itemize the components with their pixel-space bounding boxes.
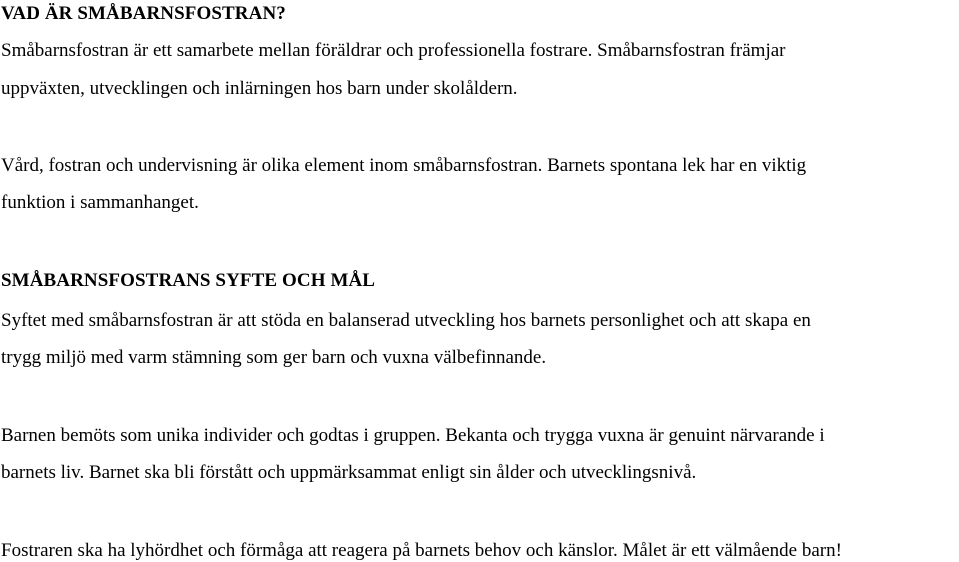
paragraph-line: Småbarnsfostran är ett samarbete mellan föräldrar och professionella fostrare. Småbarnsfostran främjar (1, 40, 786, 61)
paragraph-line: trygg miljö med varm stämning som ger barn och vuxna välbefinnande. (1, 347, 547, 368)
paragraph-line: Fostraren ska ha lyhördhet och förmåga att reagera på barnets behov och känslor. Målet är ett välmående barn! (1, 540, 842, 561)
section-heading-what-is: VAD ÄR SMÅBARNSFOSTRAN? (1, 3, 286, 24)
paragraph-line: uppväxten, utvecklingen och inlärningen hos barn under skolåldern. (1, 78, 518, 99)
paragraph-line: Syftet med småbarnsfostran är att stöda en balanserad utveckling hos barnets personlighet och att skapa en (1, 310, 811, 331)
paragraph-line: barnets liv. Barnet ska bli förstått och uppmärksammat enligt sin ålder och utvecklingsnivå. (1, 462, 697, 483)
paragraph-line: Barnen bemöts som unika individer och godtas i gruppen. Bekanta och trygga vuxna är genuint närvarande i (1, 425, 825, 446)
section-heading-purpose: SMÅBARNSFOSTRANS SYFTE OCH MÅL (1, 270, 376, 291)
paragraph-line: Vård, fostran och undervisning är olika element inom småbarnsfostran. Barnets spontana lek har en viktig (1, 155, 807, 176)
paragraph-line: funktion i sammanhanget. (1, 192, 199, 213)
